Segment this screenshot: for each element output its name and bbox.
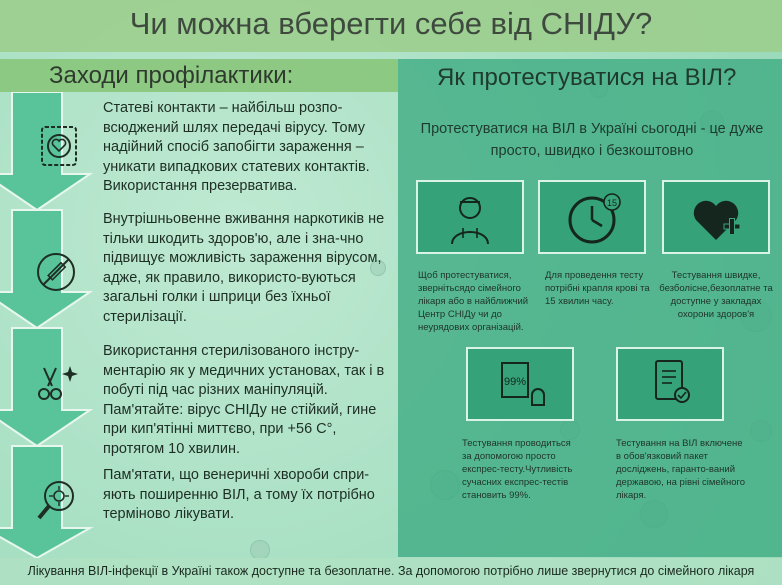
card-timer [538,180,646,254]
prevention-item-1-text: Статеві контакти – найбільш розпо-всюджений шлях передачі вірусу. Тому надійний спосіб запобігти зараження – уникати випадкових статевих контактів. Використання презерватива. [103,100,370,194]
right-subtitle: Протестуватися на ВІЛ в Україні сьогодні - це дуже просто, швидко і безкоштовно [420,121,764,159]
sterile-tools-icon [32,360,80,408]
card-checklist-text: Тестування на ВІЛ включене в обов'язковий пакет досліджень, гаранто-ваний державою, на рівні сімейного лікаря. [616,438,746,501]
card-timer-text: Для проведення тесту потрібні крапля крові та 15 хвилин часу. [545,270,650,307]
card-heart-text: Тестування швидке, безболісне,безоплатне та доступне у закладах охорони здоров'я [659,270,773,320]
card-percent [466,347,574,421]
prevention-item-4-text: Пам'ятати, що венеричні хвороби спри-яють поширенню ВІЛ, а тому їх потрібно терміново лікувати. [103,467,375,522]
card-doctor-text: Щоб протестуватися, звернітьсядо сімейного лікаря або в найближчий Центр СНІДу чи до неурядових організацій. [418,270,529,333]
doctor-icon [418,182,522,252]
card-percent-text: Тестування проводиться за допомогою просто експрес-тесту.Чутливість сучасних експрес-тестів становить 99%. [462,438,573,501]
condom-heart-icon [39,124,79,168]
footer-text: Лікування ВІЛ-інфекції в Україні також доступне та безоплатне. За допомогою потрібно лише звернутися до сімейного лікаря [27,564,755,578]
page-title: Чи можна вберегти себе від СНІДУ? [129,6,653,41]
left-heading: Заходи профілактики: [49,62,294,89]
svg-text:15: 15 [606,198,618,208]
card-doctor [416,180,524,254]
timer-15-icon [540,182,644,252]
prevention-item-2-text: Внутрішньовенне вживання наркотиків не тільки шкодить здоров'ю, але і зна-чно підвищує можливість зараження вірусом, адже, як правило, використо-вуються загальні голки і шприци без їхньої стерилізації. [103,211,385,325]
card-checklist [616,347,724,421]
checklist-icon [618,349,722,419]
no-syringe-icon [34,250,78,294]
virus-magnifier-icon [35,478,79,522]
svg-text:99%: 99% [503,376,527,388]
right-heading: Як протестуватися на ВІЛ? [437,64,737,91]
card-heart [662,180,770,254]
percent-99-icon [468,349,572,419]
prevention-item-3-text: Використання стерилізованого інстру-ментарію як у медичних установах, так і в побуті під час різних маніпуляцій. Пам'ятайте: вірус СНІДу не стійкий, гине при кип'ятінні миттєво, при +56 С°, протягом 10 хвилин. [103,343,385,457]
heart-plus-icon [664,182,768,252]
